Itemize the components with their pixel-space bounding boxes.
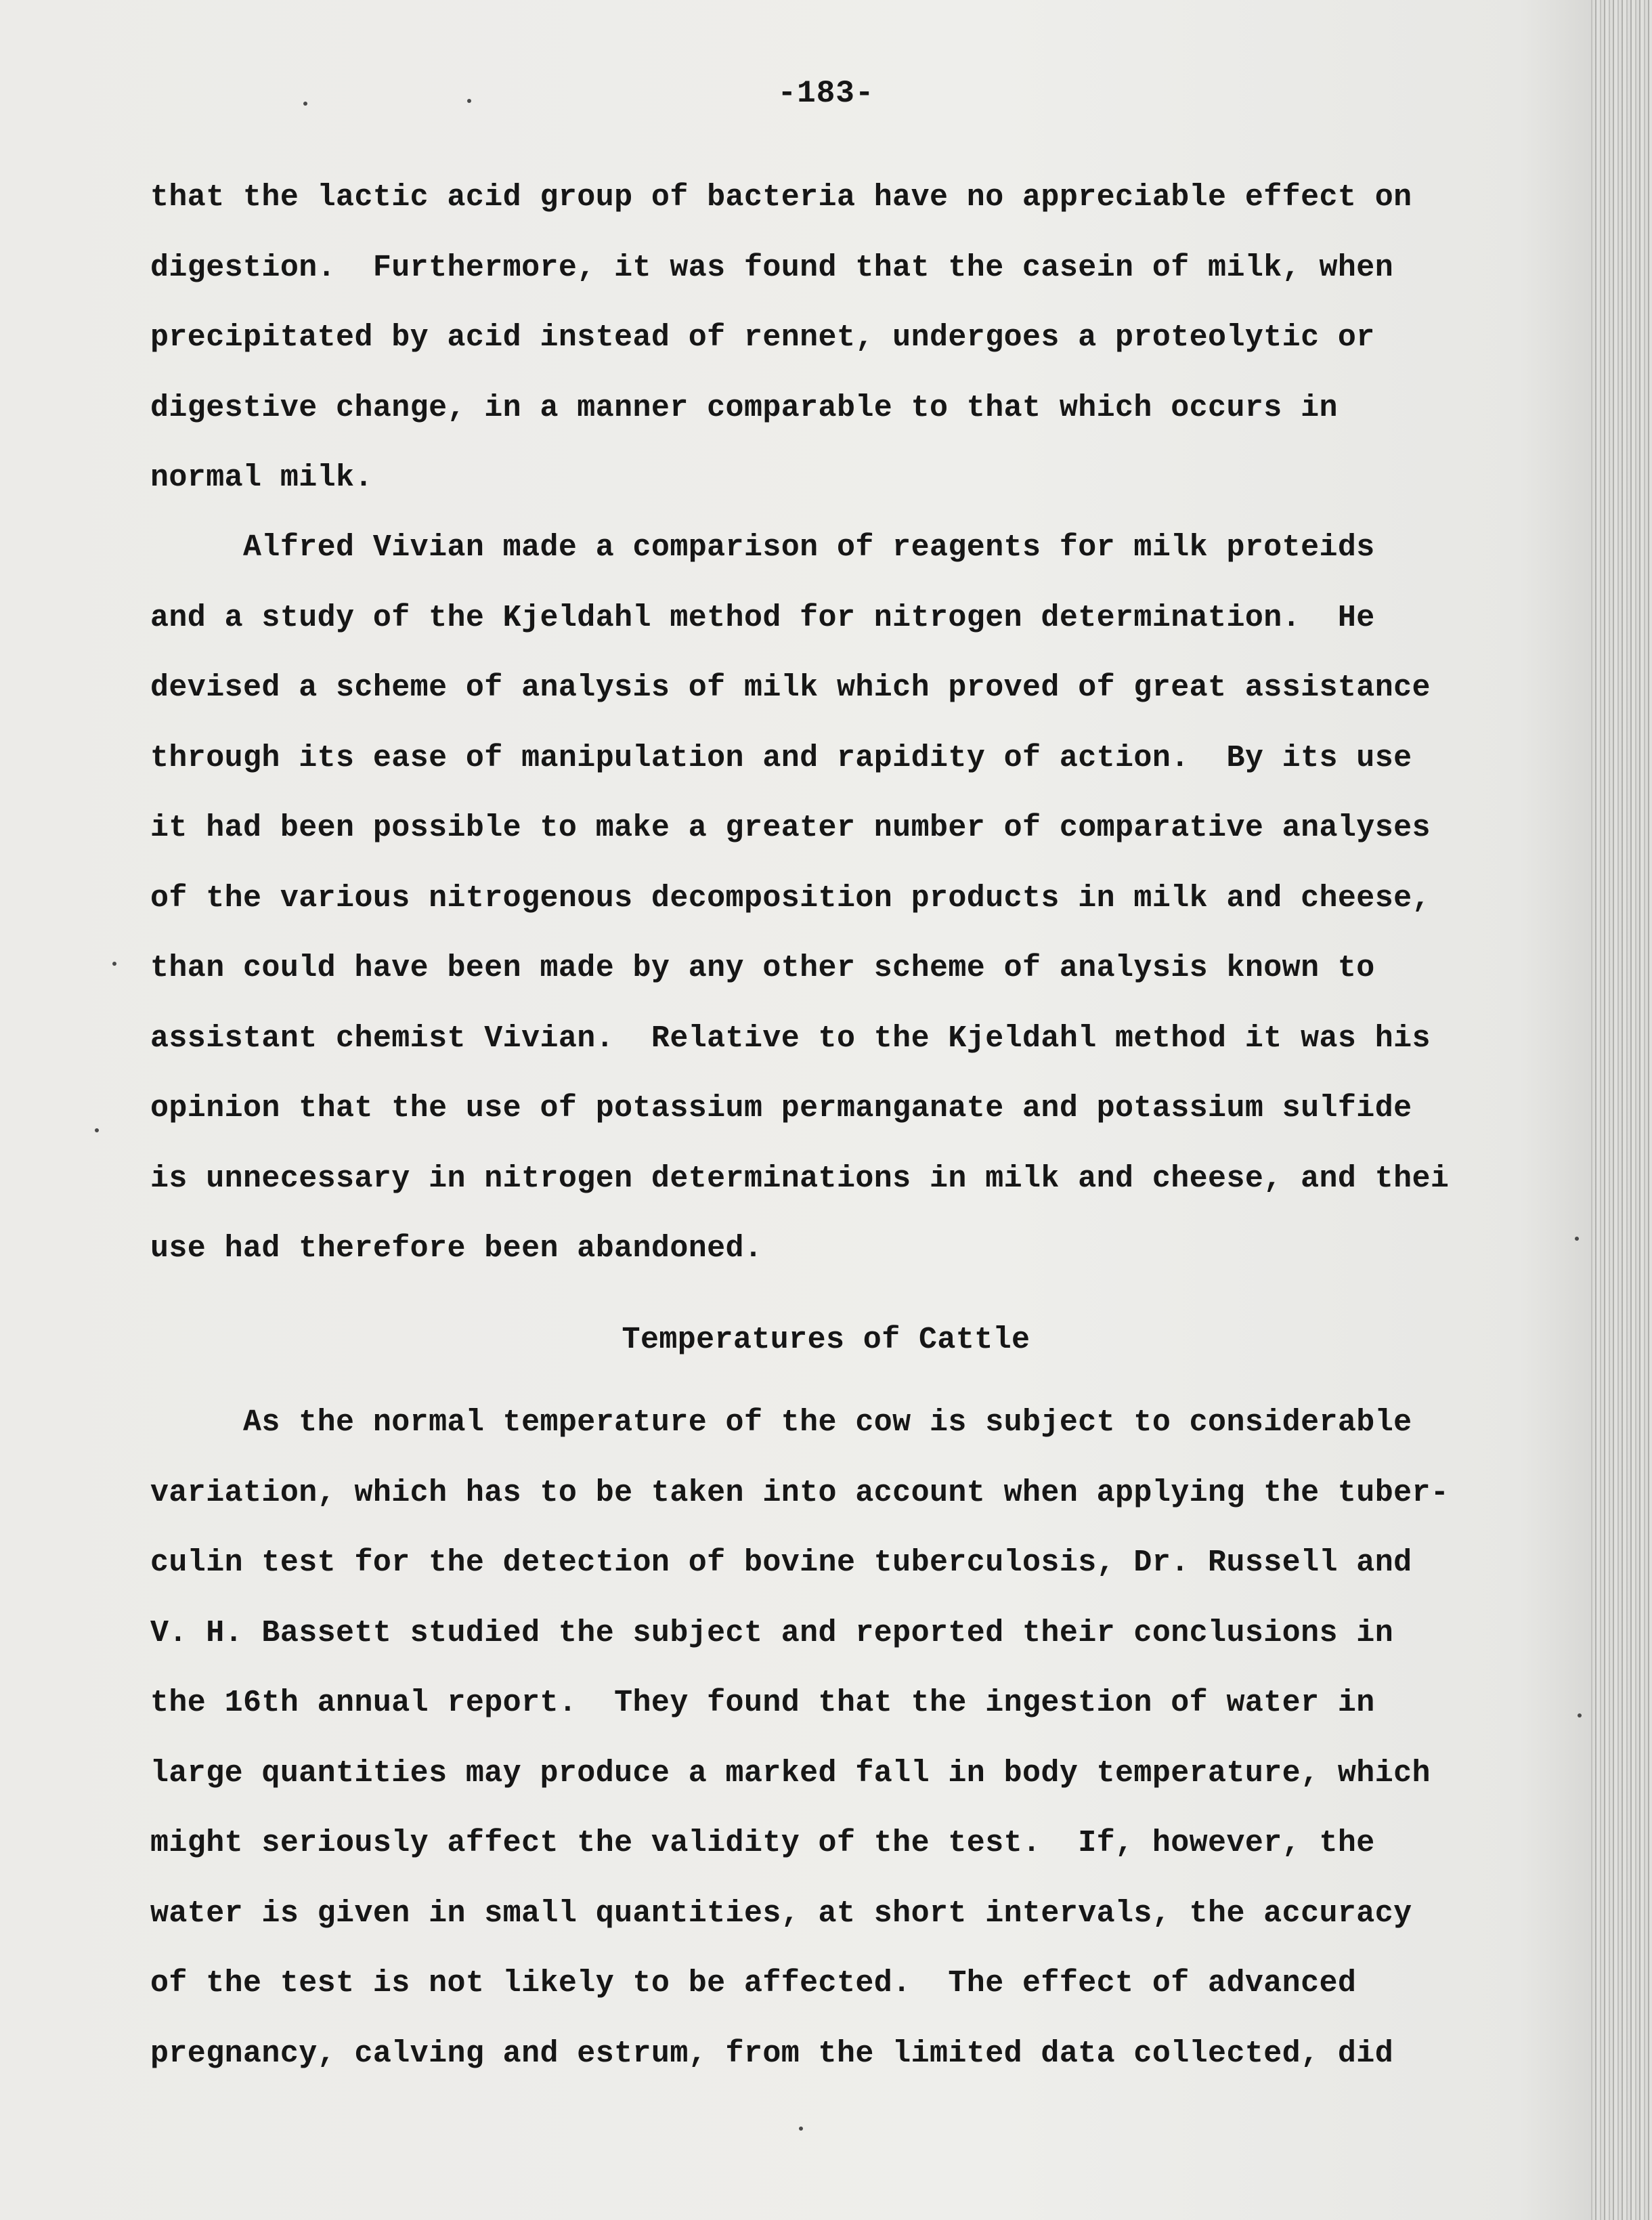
text-line: might seriously affect the validity of the test. If, however, the — [150, 1826, 1375, 1860]
text-line: As the normal temperature of the cow is subject to considerable — [150, 1405, 1412, 1440]
text-line: pregnancy, calving and estrum, from the limited data collected, did — [150, 2036, 1394, 2071]
text-line: and a study of the Kjeldahl method for nitrogen determination. He — [150, 600, 1375, 635]
text-line: digestive change, in a manner comparable to that which occurs in — [150, 390, 1338, 425]
scan-speck — [1575, 1237, 1579, 1241]
text-line: culin test for the detection of bovine tuberculosis, Dr. Russell and — [150, 1545, 1412, 1580]
scan-speck — [303, 102, 307, 106]
text-line: of the test is not likely to be affected. The effect of advanced — [150, 1966, 1357, 2001]
text-line: it had been possible to make a greater number of comparative analyses — [150, 811, 1431, 845]
paragraph-vivian-reagents — [150, 513, 1586, 1284]
text-line: the 16th annual report. They found that the ingestion of water in — [150, 1686, 1375, 1720]
text-line: is unnecessary in nitrogen determinations in milk and cheese, and thei — [150, 1161, 1450, 1196]
scan-speck — [1578, 1713, 1582, 1717]
text-line: Alfred Vivian made a comparison of reagents for milk proteids — [150, 530, 1375, 565]
text-line: devised a scheme of analysis of milk which proved of great assistance — [150, 670, 1431, 705]
text-line: through its ease of manipulation and rapidity of action. By its use — [150, 740, 1412, 775]
text-line: that the lactic acid group of bacteria have no appreciable effect on — [150, 180, 1412, 215]
text-line: precipitated by acid instead of rennet, undergoes a proteolytic or — [150, 320, 1375, 355]
text-line: than could have been made by any other scheme of analysis known to — [150, 951, 1375, 985]
text-line: use had therefore been abandoned. — [150, 1231, 763, 1266]
text-line: variation, which has to be taken into account when applying the tuber- — [150, 1475, 1450, 1510]
text-line: digestion. Furthermore, it was found that the casein of milk, when — [150, 250, 1394, 285]
scan-speck — [112, 962, 116, 966]
text-line: of the various nitrogenous decomposition products in milk and cheese, — [150, 880, 1431, 916]
text-line: assistant chemist Vivian. Relative to the Kjeldahl method it was his — [150, 1021, 1431, 1056]
paragraph-cattle-temperature — [150, 1388, 1586, 2089]
paragraph-lactic-acid — [150, 163, 1586, 513]
section-heading: Temperatures of Cattle — [622, 1323, 1030, 1357]
page-number: -183- — [777, 76, 875, 111]
text-line: normal milk. — [150, 461, 373, 495]
text-line: water is given in small quantities, at short intervals, the accuracy — [150, 1896, 1412, 1931]
scan-speck — [467, 99, 471, 103]
page-binding-edge — [1591, 0, 1652, 2220]
text-line: opinion that the use of potassium permanganate and potassium sulfide — [150, 1091, 1412, 1126]
text-line: V. H. Bassett studied the subject and reported their conclusions in — [150, 1615, 1394, 1650]
scan-speck — [95, 1128, 99, 1132]
scan-speck — [799, 2127, 803, 2131]
text-line: large quantities may produce a marked fall in body temperature, which — [150, 1755, 1431, 1791]
